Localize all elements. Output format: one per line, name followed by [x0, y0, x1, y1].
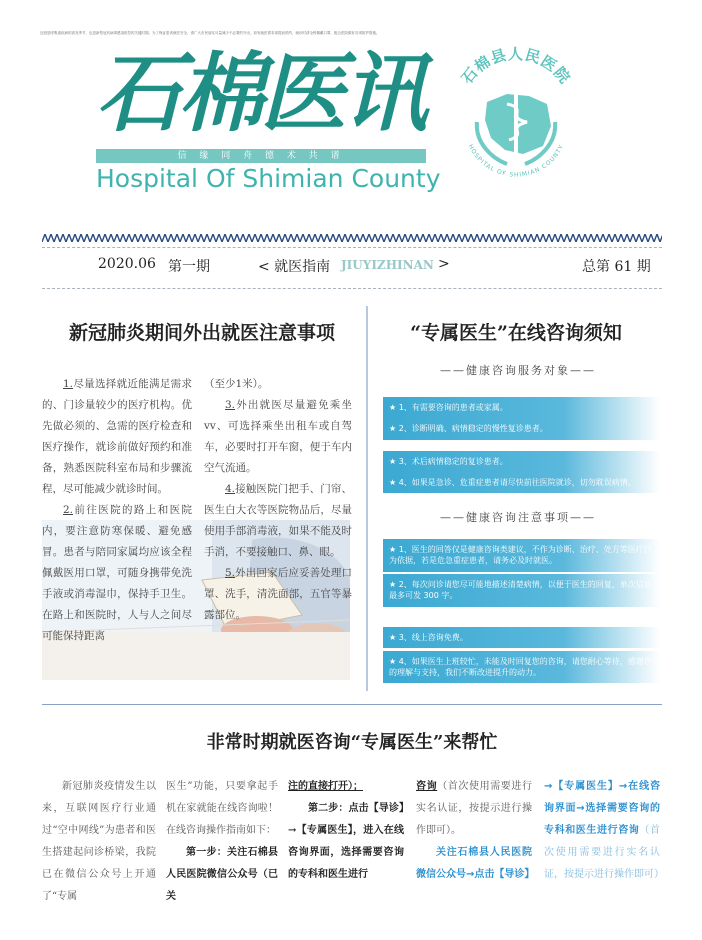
step-one-end: 注的直接打开）；: [288, 781, 363, 792]
total-issue-number: 总第 61 期: [582, 259, 651, 275]
column-divider: [366, 306, 368, 691]
notice-item: ★ 3、线上咨询免费。: [383, 627, 660, 648]
bottom-column-2: [166, 776, 278, 908]
paragraph: 医生”功能，只要拿起手机在家就能在线咨询啦！在线咨询操作指南如下：: [166, 781, 278, 836]
dashed-divider: [42, 288, 662, 289]
left-article-column-2: [204, 374, 352, 626]
hospital-seal-logo: [447, 42, 585, 190]
step-two-note: （首次使用需要进行实名认证，按提示进行操作即可）。: [416, 781, 533, 836]
seal-cn-text: 石棉县人民医院: [457, 45, 575, 88]
notice-item: ★ 4、如果医生上班较忙，未能及时回复您的咨询，请您耐心等待，感谢您的理解与支持，我们不断改进提升的动力。: [383, 651, 660, 683]
item-number: 3.: [225, 399, 236, 411]
bottom-column-1: [42, 776, 156, 908]
column-name: < 就医指南: [258, 259, 331, 275]
english-title: Hospital Of Shimian County: [96, 164, 441, 193]
service-item: ★ 3、术后病情稳定的复诊患者。: [383, 451, 660, 472]
summary-note: （首次使用需要进行实名认证，按提示进行操作即可）: [544, 825, 664, 880]
dashed-divider: [42, 247, 662, 248]
service-item: ★ 1、有需要咨询的患者或家属。: [383, 397, 660, 418]
bottom-column-5: [544, 776, 664, 886]
paragraph-continuation: （至少1米）。: [204, 378, 269, 390]
paragraph: 尽量选择就近能满足需求的、门诊量较少的医疗机构。优先做必须的、急需的医疗检查和医疗操作，就诊前做好预约和准备，熟悉医院科室布局和步骤流程，尽可能减少就诊时间。: [42, 378, 192, 495]
column-close: >: [438, 256, 450, 272]
paragraph: 外出就医尽量避免乘坐vv、可选择乘坐出租车或自驾车，必要时打开车窗，便于车内空气流通。: [204, 399, 352, 474]
service-section-heading: ——健康咨询服务对象——: [440, 364, 596, 377]
paragraph: 接触医院门把手、门帘、医生白大衣等医院物品后，尽量使用手部消毒液，如果不能及时手消，不要接触口、鼻、眼。: [204, 483, 352, 558]
left-article-column-1: [42, 374, 192, 647]
bottom-column-3: [288, 776, 404, 886]
paragraph: 前往医院的路上和医院内，要注意防寒保暖、避免感冒。患者与陪同家属均应该全程佩戴医用口罩，可随身携带免洗手液或消毒湿巾，保持手卫生。在路上和医院时，人与人之间尽可能保持距离: [42, 504, 192, 642]
item-number: 5.: [225, 567, 236, 579]
summary-highlight: →【专属医生】→在线咨询界面→选择需要咨询的专科和医生进行咨询: [544, 781, 660, 836]
step-two: 第二步：点击【导诊】→【专属医生】，进入在线咨询界面，选择需要咨询的专科和医生进行: [288, 803, 404, 880]
top-note: 近段是呼吸道疾病的高发季节，也是新型冠状病毒感染防控的关键时期。为了保证患者就医安全，请广大市民朋友尽量减少不必要的外出，如有就医需求请提前预约，就诊时请全程佩戴口罩，配合医院做好各项防护措施。: [40, 31, 380, 35]
svg-text:石棉县人民医院: [458, 45, 574, 87]
notice-section-heading: ——健康咨询注意事项——: [440, 511, 596, 524]
step-one: 第一步：关注石棉县人民医院微信公众号（已关: [166, 847, 278, 902]
item-number: 1.: [63, 378, 74, 390]
left-article-title: 新冠肺炎期间外出就医注意事项: [68, 322, 335, 344]
slogan-bar: 信 缘 同 舟 德 术 共 谱: [96, 149, 426, 163]
service-item: ★ 4、如果是急诊、危重症患者请尽快前往医院就诊，切勿耽误病情。: [383, 472, 660, 493]
item-number: 2.: [63, 504, 74, 516]
right-article-title: “专属医生”在线咨询须知: [410, 322, 622, 344]
issue-number: 第一期: [168, 259, 210, 275]
notice-item: ★ 2、每次问诊请您尽可能地描述清楚病情，以便于医生的回复，单次信息最多可发 300 字。: [383, 574, 660, 607]
logo-title: 石棉医讯: [96, 44, 424, 144]
step-two-end: 咨询: [416, 781, 438, 792]
issue-date: 2020.06: [98, 256, 156, 272]
section-divider: [42, 704, 662, 705]
service-item: ★ 2、诊断明确、病情稳定的慢性复诊患者。: [383, 418, 660, 440]
bottom-column-4: [416, 776, 535, 886]
paragraph: 新冠肺炎疫情发生以来，互联网医疗行业通过“空中网线”为患者和医生搭建起问诊桥梁，我院已在微信公众号上开通了“专属: [42, 781, 156, 902]
paragraph: 外出回家后应妥善处理口罩、洗手，清洗面部，五官等暴露部位。: [204, 567, 352, 621]
bottom-article-title: 非常时期就医咨询“专属医生”来帮忙: [206, 732, 498, 753]
zigzag-divider: [42, 234, 662, 242]
seal-en-text: HOSPITAL OF SHIMIAN COUNTY: [466, 143, 566, 179]
notice-item: ★ 1、医生的回答仅是健康咨询类建议，不作为诊断、治疗、处方等医疗行为依据，若是危急重症患者，请务必及时就医。: [383, 539, 660, 572]
item-number: 4.: [225, 483, 236, 495]
column-pinyin: JIUYIZHINAN: [341, 258, 434, 272]
summary-highlight: 关注石棉县人民医院微信公众号→点击【导诊】: [416, 847, 535, 880]
